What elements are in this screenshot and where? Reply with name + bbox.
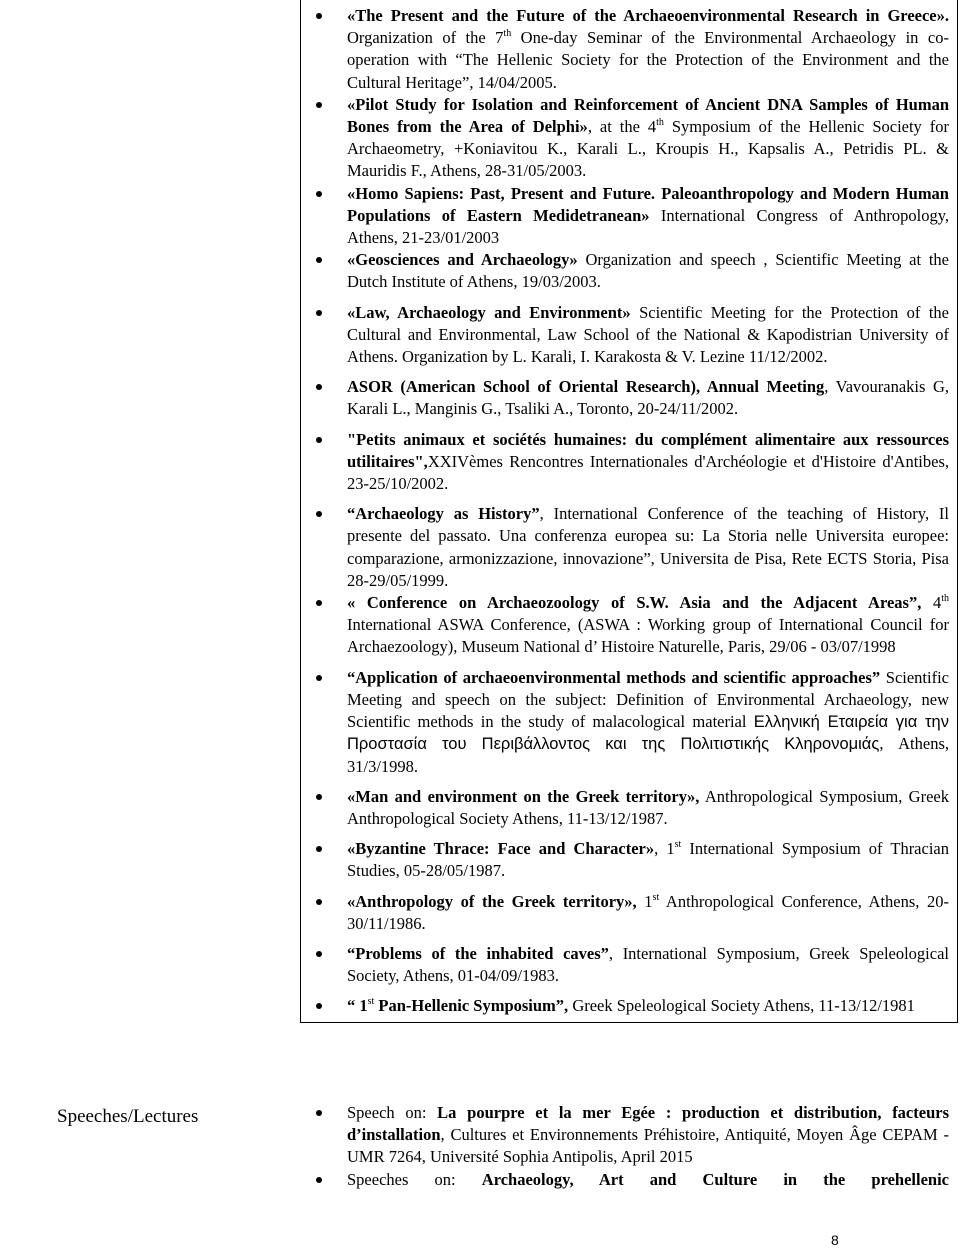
page-number: 8 xyxy=(831,1232,839,1248)
list-item: Speech on: La pourpre et la mer Egée : production et distribution, facteurs d’installation, Cultures et Environnements Préhistoire, Antiquité, Moyen Âge CEPAM - UMR 7264, Université Sophia Antipolis, April 2015 xyxy=(0,1102,960,1169)
list-item: «Law, Archaeology and Environment» Scientific Meeting for the Protection of the Cultural and Environmental, Law School of the National & Kapodistrian University of Athens. Organization by L. Karali, I. Karakosta & V. Lezine 11/12/2002. xyxy=(0,302,960,369)
conference-list xyxy=(0,5,960,1018)
list-item: ASOR (American School of Oriental Research), Annual Meeting, Vavouranakis G, Karali L., Manginis G., Tsaliki A., Toronto, 20-24/11/2002. xyxy=(0,376,960,420)
list-item: “Archaeology as History”, International Conference of the teaching of History, Il presente del passato. Una conferenza europea su: La Storia nelle Universita europee: comparazione, armonizzazione, innovazione”, Universita de Pisa, Rete ECTS Storia, Pisa 28-29/05/1999. xyxy=(0,503,960,592)
list-item: «The Present and the Future of the Archaeoenvironmental Research in Greece». Organization of the 7th One-day Seminar of the Environmental Archaeology in co-operation with “The Hellenic Society for the Protection of the Environment and the Cultural Heritage”, 14/04/2005. xyxy=(0,5,960,94)
section-label-speeches: Speeches/Lectures xyxy=(57,1106,199,1127)
list-item: “ 1st Pan-Hellenic Symposium”, Greek Speleological Society Athens, 11-13/12/1981 xyxy=(0,995,960,1017)
table-border-bottom xyxy=(300,1022,958,1023)
list-item: «Homo Sapiens: Past, Present and Future. Paleoanthropology and Modern Human Populations of Eastern Medidetranean» International Congress of Anthropology, Athens, 21-23/01/2003 xyxy=(0,183,960,250)
list-item: “Problems of the inhabited caves”, International Symposium, Greek Speleological Society, Athens, 01-04/09/1983. xyxy=(0,943,960,987)
list-item: «Byzantine Thrace: Face and Character», 1st International Symposium of Thracian Studies, 05-28/05/1987. xyxy=(0,838,960,882)
speeches-list xyxy=(0,1102,960,1191)
list-item: «Geosciences and Archaeology» Organization and speech , Scientific Meeting at the Dutch Institute of Athens, 19/03/2003. xyxy=(0,249,960,293)
list-item: Speeches on: Archaeology, Art and Culture in the prehellenic xyxy=(0,1169,960,1191)
list-item: "Petits animaux et sociétés humaines: du complément alimentaire aux ressources utilitaires",XXIVèmes Rencontres Internationales d'Archéologie et d'Histoire d'Antibes, 23-25/10/2002. xyxy=(0,429,960,496)
list-item: «Pilot Study for Isolation and Reinforcement of Ancient DNA Samples of Human Bones from the Area of Delphi», at the 4th Symposium of the Hellenic Society for Archaeometry, +Koniavitou K., Karali L., Kroupis H., Kapsalis A., Petridis PL. & Mauridis F., Athens, 28-31/05/2003. xyxy=(0,94,960,183)
list-item: «Anthropology of the Greek territory», 1st Anthropological Conference, Athens, 20-30/11/1986. xyxy=(0,891,960,935)
list-item: « Conference on Archaeozoology of S.W. Asia and the Adjacent Areas”, 4th International ASWA Conference, (ASWA : Working group of International Council for Archaezoology), Museum National d’ Histoire Naturelle, Paris, 29/06 - 03/07/1998 xyxy=(0,592,960,659)
list-item: “Application of archaeoenvironmental methods and scientific approaches” Scientific Meeting and speech on the subject: Definition of Environmental Archaeology, new Scientific methods in the study of malacological material Ελληνική Εταιρεία για την Προστασία του Περιβάλλοντος και της Πολιτιστικής Κληρονομιάς, Athens, 31/3/1998. xyxy=(0,667,960,778)
list-item: «Man and environment on the Greek territory», Anthropological Symposium, Greek Anthropological Society Athens, 11-13/12/1987. xyxy=(0,786,960,830)
